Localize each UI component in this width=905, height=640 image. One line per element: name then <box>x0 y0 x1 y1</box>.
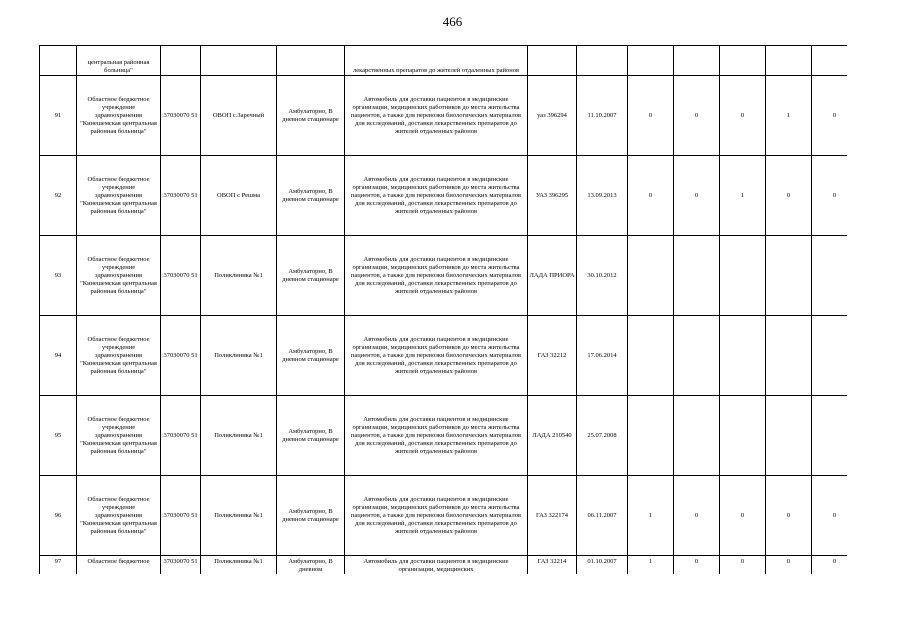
cell-count-1: 1 <box>628 476 674 556</box>
cell-unit <box>201 46 277 76</box>
cell-code: 37030070 51 <box>161 156 201 236</box>
cell-vehicle: уаз 396294 <box>528 76 577 156</box>
cell-unit: Поликлиника №1 <box>201 396 277 476</box>
cell-organization: Областное бюджетное <box>77 556 161 575</box>
cell-num: 96 <box>40 476 77 556</box>
cell-count-5 <box>812 236 848 316</box>
cell-count-5: 0 <box>812 476 848 556</box>
cell-conditions: Амбулаторно, В дневном стационаре <box>277 156 345 236</box>
cell-unit: Поликлиника №1 <box>201 316 277 396</box>
cell-date: 30.10.2012 <box>577 236 628 316</box>
cell-vehicle: ГАЗ 32212 <box>528 316 577 396</box>
cell-purpose: Автомобиль для доставки пациентов в медицинские организации, медицинских работников до места жительства пациентов, а также для перевозки биологических материалов для исследований, доставки лекарственных препаратов до жителей отдаленных районов <box>345 76 528 156</box>
cell-conditions: Амбулаторно, В дневном стационаре <box>277 316 345 396</box>
cell-count-1 <box>628 316 674 396</box>
cell-count <box>766 46 812 76</box>
cell-count <box>812 46 848 76</box>
table-row-continued <box>40 46 848 76</box>
table-row-94 <box>40 316 848 396</box>
cell-date: 17.06.2014 <box>577 316 628 396</box>
cell-count <box>628 46 674 76</box>
cell-count-5 <box>812 396 848 476</box>
cell-conditions: Амбулаторно, В дневном стационаре <box>277 236 345 316</box>
cell-count-3 <box>720 236 766 316</box>
table-row-92 <box>40 156 848 236</box>
cell-count-4 <box>766 316 812 396</box>
cell-count-5: 0 <box>812 156 848 236</box>
cell-count-1: 0 <box>628 156 674 236</box>
cell-date: 11.10.2007 <box>577 76 628 156</box>
cell-count-5: 0 <box>812 76 848 156</box>
table-row-91 <box>40 76 848 156</box>
cell-conditions: Амбулаторно, В дневном стационаре <box>277 396 345 476</box>
cell-unit: Поликлиника №1 <box>201 476 277 556</box>
cell-code: 37030070 51 <box>161 396 201 476</box>
cell-count <box>720 46 766 76</box>
cell-code: 37030070 51 <box>161 76 201 156</box>
cell-unit: ОВОП с Решма <box>201 156 277 236</box>
cell-date: 01.10.2007 <box>577 556 628 575</box>
cell-count-2 <box>674 396 720 476</box>
cell-code <box>161 46 201 76</box>
cell-vehicle: ГАЗ 322174 <box>528 476 577 556</box>
cell-organization: Областное бюджетное учреждение здравоохранения "Кинешемская центральная районная больница" <box>77 396 161 476</box>
cell-num: 97 <box>40 556 77 575</box>
cell-count-5 <box>812 316 848 396</box>
cell-vehicle: ГАЗ 32214 <box>528 556 577 575</box>
cell-count-3: 0 <box>720 476 766 556</box>
cell-conditions: Амбулаторно, В дневном стационаре <box>277 76 345 156</box>
cell-unit: Поликлиника №1 <box>201 236 277 316</box>
cell-purpose: Автомобиль для доставки пациентов в медицинские организации, медицинских работников до места жительства пациентов, а также для перевозки биологических материалов для исследований, доставки лекарственных препаратов до жителей отдаленных районов <box>345 156 528 236</box>
table-row-93 <box>40 236 848 316</box>
cell-date <box>577 46 628 76</box>
cell-count-4 <box>766 236 812 316</box>
cell-count-3 <box>720 396 766 476</box>
cell-organization: Областное бюджетное учреждение здравоохранения "Кинешемская центральная районная больница" <box>77 156 161 236</box>
cell-count-3 <box>720 316 766 396</box>
cell-num: 94 <box>40 316 77 396</box>
cell-organization: Областное бюджетное учреждение здравоохранения "Кинешемская центральная районная больница" <box>77 316 161 396</box>
cell-count-5: 0 <box>812 556 848 575</box>
cell-count <box>674 46 720 76</box>
cell-count-2 <box>674 236 720 316</box>
cell-organization: Областное бюджетное учреждение здравоохранения "Кинешемская центральная районная больница" <box>77 236 161 316</box>
cell-num: 92 <box>40 156 77 236</box>
cell-count-4: 1 <box>766 76 812 156</box>
cell-count-4: 0 <box>766 556 812 575</box>
cell-vehicle: ЛАДА ПРИОРА <box>528 236 577 316</box>
cell-count-2: 0 <box>674 556 720 575</box>
cell-code: 37030070 51 <box>161 556 201 575</box>
cell-count-2: 0 <box>674 476 720 556</box>
cell-organization: Областное бюджетное учреждение здравоохранения "Кинешемская центральная районная больница" <box>77 76 161 156</box>
cell-date: 13.09.2013 <box>577 156 628 236</box>
cell-purpose: Автомобиль для доставки пациентов в медицинские организации, медицинских работников до места жительства пациентов, а также для перевозки биологических материалов для исследований, доставки лекарственных препаратов до жителей отдаленных районов <box>345 236 528 316</box>
cell-vehicle: ЛАДА 210540 <box>528 396 577 476</box>
cell-num: 91 <box>40 76 77 156</box>
cell-vehicle <box>528 46 577 76</box>
cell-code: 37030070 51 <box>161 316 201 396</box>
cell-count-1: 1 <box>628 556 674 575</box>
cell-count-3: 0 <box>720 76 766 156</box>
cell-count-2: 0 <box>674 76 720 156</box>
cell-unit: Поликлиника №1 <box>201 556 277 575</box>
cell-purpose: Автомобиль для доставки пациентов и медицинские организации, медицинских работников до места жительства пациентов, а также для перевозки биологических материалов для исследований, доставки лекарственных препаратов до жителей отдаленных районов <box>345 396 528 476</box>
cell-conditions: Амбулаторно, В дневном <box>277 556 345 575</box>
vehicle-table <box>39 45 847 574</box>
cell-num: 93 <box>40 236 77 316</box>
cell-count-2: 0 <box>674 156 720 236</box>
page-number: 466 <box>442 14 463 29</box>
cell-count-4 <box>766 396 812 476</box>
cell-conditions <box>277 46 345 76</box>
cell-count-1 <box>628 396 674 476</box>
cell-count-4: 0 <box>766 156 812 236</box>
cell-conditions: Амбулаторно, В дневном стационаре <box>277 476 345 556</box>
cell-organization: Областное бюджетное учреждение здравоохранения "Кинешемская центральная районная больница" <box>77 476 161 556</box>
cell-num: 95 <box>40 396 77 476</box>
cell-purpose: лекарственных препаратов до жителей отдаленных районов <box>345 46 528 76</box>
cell-count-4: 0 <box>766 476 812 556</box>
cell-count-1 <box>628 236 674 316</box>
cell-date: 25.07.2008 <box>577 396 628 476</box>
cell-count-2 <box>674 316 720 396</box>
cell-code: 37030070 51 <box>161 236 201 316</box>
cell-code: 37030070 51 <box>161 476 201 556</box>
cell-date: 06.11.2007 <box>577 476 628 556</box>
cell-count-3: 0 <box>720 556 766 575</box>
cell-purpose: Автомобиль для доставки пациентов в медицинские организации, медицинских <box>345 556 528 575</box>
table-row-96 <box>40 476 848 556</box>
cell-organization: центральная районная больница" <box>77 46 161 76</box>
cell-vehicle: УАЗ 396295 <box>528 156 577 236</box>
cell-count-1: 0 <box>628 76 674 156</box>
cell-count-3: 1 <box>720 156 766 236</box>
table-row-97 <box>40 556 848 575</box>
cell-purpose: Автомобиль для доставки пациентов в медицинские организации, медицинских работников до места жительства пациентов, а также для перевозки биологических материалов для исследований, доставки лекарственных препаратов до жителей отдаленных районов <box>345 316 528 396</box>
cell-num <box>40 46 77 76</box>
cell-purpose: Автомобиль для доставки пациентов в медицинские организации, медицинских работников до места жительства пациентов, а также для перевозки биологических материалов для исследований, доставки лекарственных препаратов до жителей отдаленных районов <box>345 476 528 556</box>
cell-unit: ОВОП с.Заречный <box>201 76 277 156</box>
table-row-95 <box>40 396 848 476</box>
